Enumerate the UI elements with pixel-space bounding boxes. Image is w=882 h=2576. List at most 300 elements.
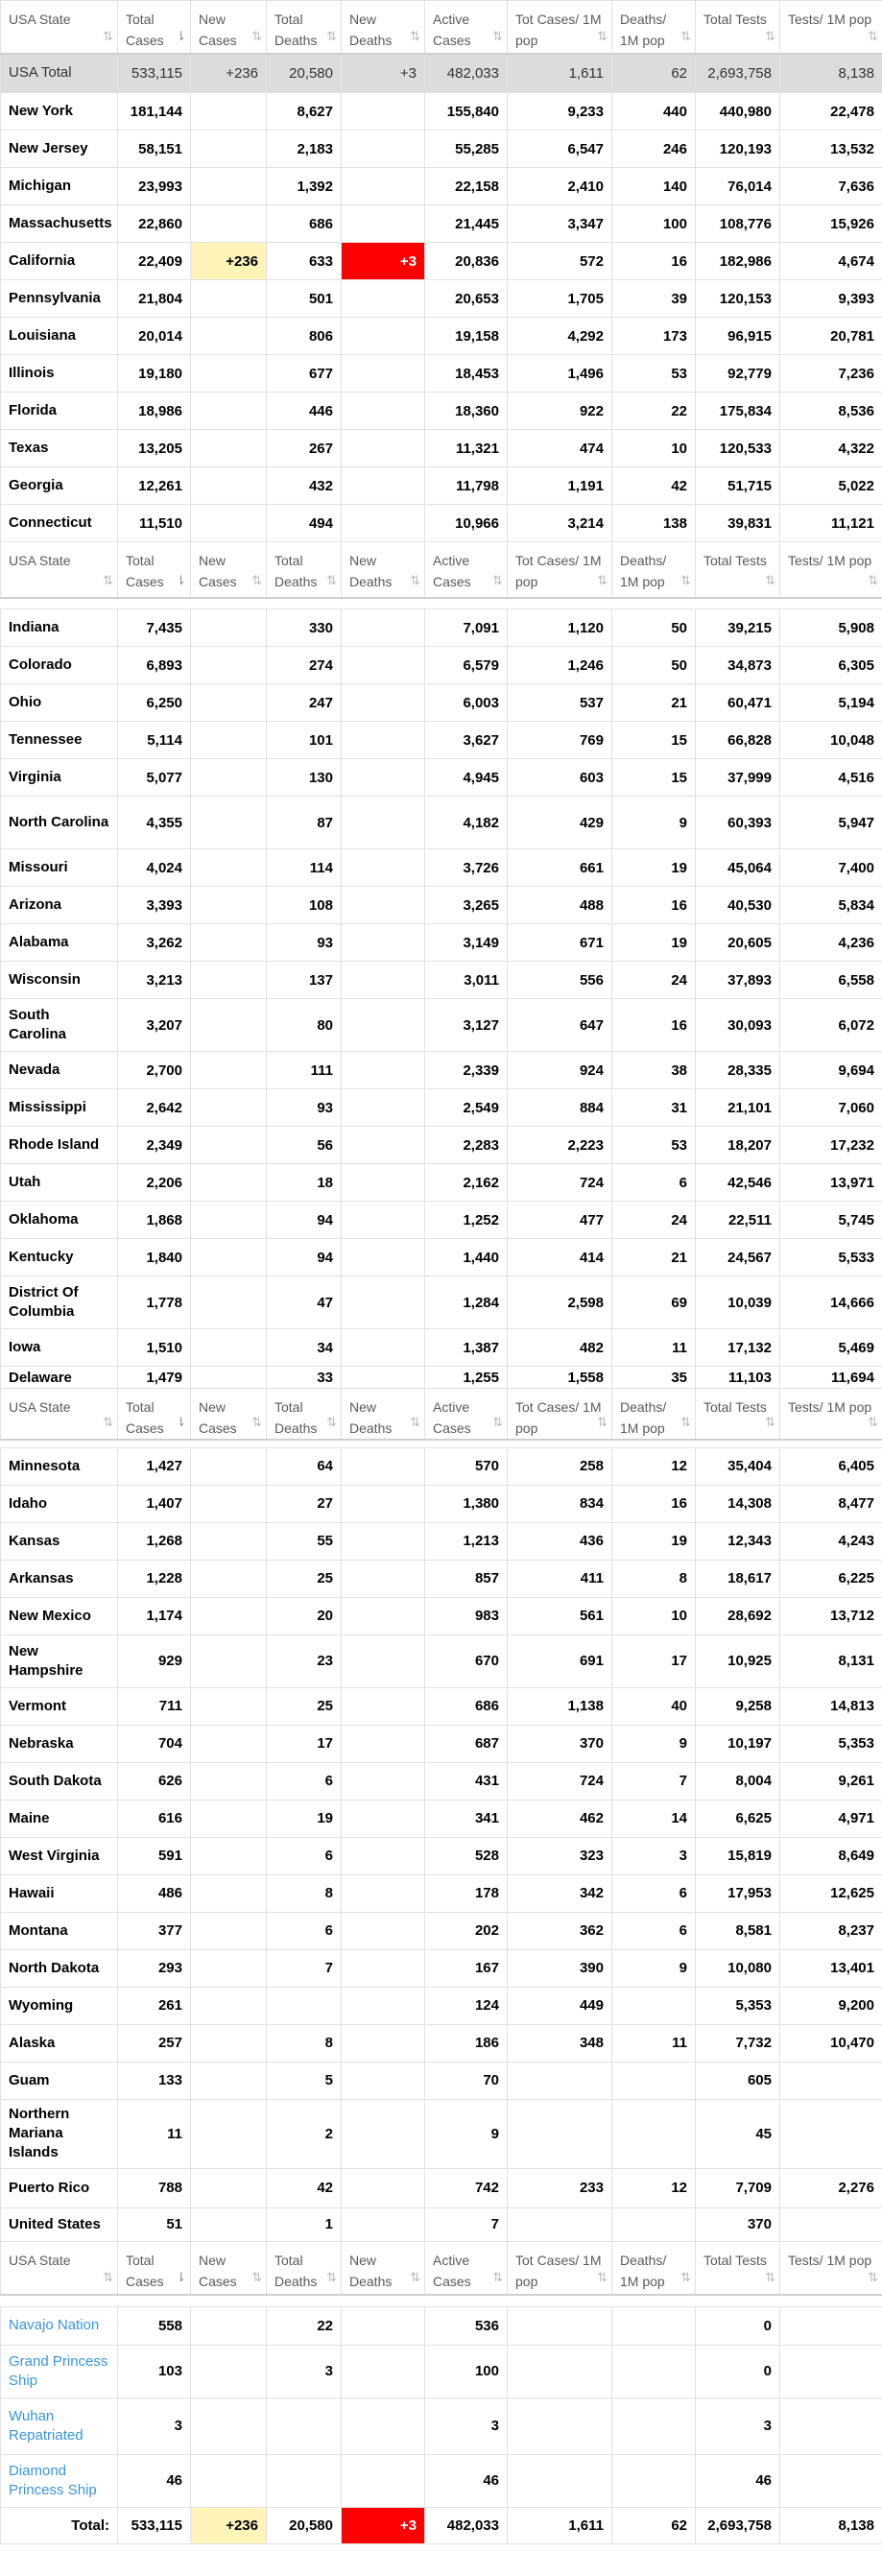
header-label: Deaths/ 1M pop [620,12,667,48]
sort-arrows-icon[interactable]: ⇅ [868,1415,876,1429]
header-label: Total Cases [126,12,164,48]
cell-state: Illinois [1,355,118,393]
cell-new-deaths [342,1762,425,1800]
state-row [1,280,882,318]
cell-deaths-1m: 6 [612,1912,696,1949]
cell-total-deaths: 2 [267,2099,342,2168]
header-total-deaths[interactable] [267,1,342,54]
cell-deaths-1m: 35 [612,1367,696,1389]
cell-new-deaths: +3 [342,2507,425,2543]
sort-arrows-icon[interactable]: ⇅ [765,572,774,587]
header-new-deaths[interactable] [342,1,425,54]
header-tests-1m[interactable] [780,2241,882,2295]
cell-deaths-1m: 31 [612,1089,696,1127]
cell-active-cases: 100 [425,2345,508,2397]
cell-total-deaths: 25 [267,1687,342,1725]
cell-deaths-1m: 100 [612,205,696,243]
cell-state: Arizona [1,887,118,924]
state-row [1,168,882,205]
header-state[interactable] [1,2241,118,2295]
cell-deaths-1m: 24 [612,1202,696,1239]
cell-total-tests: 14,308 [696,1485,780,1522]
cell-new-deaths [342,430,425,467]
cell-total-tests: 5,353 [696,1987,780,2024]
cell-state: Nebraska [1,1725,118,1762]
cell-total-tests: 12,343 [696,1522,780,1560]
cell-total-deaths: 20 [267,1597,342,1634]
cell-total-cases: 6,893 [118,647,191,684]
header-new-deaths[interactable] [342,1389,425,1441]
cell-state: Missouri [1,849,118,887]
cell-tests-1m: 8,237 [780,1912,882,1949]
sort-arrows-icon[interactable]: ⇂ [176,2270,184,2284]
cell-total-tests: 0 [696,2306,780,2345]
cell-state[interactable]: Grand Princess Ship [1,2345,118,2397]
header-active-cases[interactable] [425,1,508,54]
cell-active-cases: 482,033 [425,54,508,93]
cell-active-cases: 70 [425,2062,508,2099]
cell-active-cases: 4,945 [425,759,508,797]
sort-arrows-icon[interactable]: ⇅ [492,572,501,587]
gap-cell [1,2295,882,2306]
cell-active-cases: 3,726 [425,849,508,887]
cell-state[interactable]: Wuhan Repatriated [1,2397,118,2454]
cell-total-deaths: 20,580 [267,2507,342,2543]
cell-new-deaths [342,1089,425,1127]
cell-active-cases: 1,387 [425,1329,508,1367]
header-total-cases[interactable] [118,1,191,54]
header-tests-1m[interactable] [780,542,882,598]
cell-total-cases: 1,778 [118,1276,191,1329]
sort-arrows-icon[interactable]: ⇅ [868,28,876,43]
cell-active-cases: 482,033 [425,2507,508,2543]
cell-deaths-1m: 50 [612,609,696,647]
cell-tot-cases-1m: 1,558 [508,1367,612,1389]
cell-deaths-1m: 11 [612,2024,696,2062]
header-new-cases[interactable] [191,2241,267,2295]
cell-tests-1m: 8,138 [780,54,882,93]
cell-deaths-1m [612,2345,696,2397]
cell-active-cases: 3 [425,2397,508,2454]
cell-tot-cases-1m [508,2099,612,2168]
header-new-deaths[interactable] [342,542,425,598]
sort-arrows-icon[interactable]: ⇂ [176,1415,184,1429]
cell-tot-cases-1m: 1,138 [508,1687,612,1725]
cell-new-cases [191,280,267,318]
cell-deaths-1m: 10 [612,430,696,467]
cell-total-cases: 1,840 [118,1239,191,1276]
cell-new-cases [191,2062,267,2099]
sort-arrows-icon[interactable]: ⇅ [103,1415,111,1429]
cell-active-cases: 7,091 [425,609,508,647]
header-new-cases[interactable] [191,542,267,598]
cell-tot-cases-1m: 4,292 [508,318,612,355]
cell-active-cases: 431 [425,1762,508,1800]
state-row [1,1800,882,1837]
cell-state[interactable]: Navajo Nation [1,2306,118,2345]
sort-arrows-icon[interactable]: ⇅ [868,572,876,587]
sort-arrows-icon[interactable]: ⇅ [251,572,260,587]
cell-state: North Carolina [1,797,118,849]
header-total-tests[interactable] [696,2241,780,2295]
header-total-deaths[interactable] [267,2241,342,2295]
header-state[interactable] [1,1,118,54]
sort-arrows-icon[interactable]: ⇅ [492,1415,501,1429]
cell-total-cases: 22,860 [118,205,191,243]
cell-new-cases [191,1762,267,1800]
sort-arrows-icon[interactable]: ⇂ [176,572,184,587]
sort-arrows-icon[interactable]: ⇅ [251,1415,260,1429]
header-label: Total Deaths [274,12,318,48]
cell-tests-1m: 7,060 [780,1089,882,1127]
header-total-cases[interactable] [118,2241,191,2295]
header-tot-cases-1m[interactable] [508,542,612,598]
cell-tot-cases-1m: 647 [508,999,612,1052]
sort-arrows-icon[interactable]: ⇅ [597,2270,606,2284]
header-total-cases[interactable] [118,1389,191,1441]
cell-new-cases [191,1239,267,1276]
cell-deaths-1m [612,2099,696,2168]
header-label: New Cases [199,12,237,48]
section-gap [1,1440,882,1447]
cell-new-cases [191,1447,267,1485]
header-tot-cases-1m[interactable] [508,1389,612,1441]
cell-new-cases [191,2168,267,2207]
state-row [1,684,882,722]
cell-active-cases: 687 [425,1725,508,1762]
cell-total-cases: 558 [118,2306,191,2345]
header-label: Total Deaths [274,2252,318,2289]
header-total-deaths[interactable] [267,542,342,598]
header-new-deaths[interactable] [342,2241,425,2295]
cell-active-cases: 124 [425,1987,508,2024]
cell-new-deaths [342,647,425,684]
cell-state[interactable]: Diamond Princess Ship [1,2454,118,2507]
header-new-cases[interactable] [191,1,267,54]
state-row [1,243,882,280]
cell-new-cases [191,609,267,647]
header-label: Total Tests [703,1399,767,1415]
header-state[interactable] [1,542,118,598]
header-active-cases[interactable] [425,2241,508,2295]
cell-tests-1m: 8,477 [780,1485,882,1522]
state-row-cut [1,1367,882,1389]
state-row [1,849,882,887]
cell-state: Louisiana [1,318,118,355]
cell-tot-cases-1m: 477 [508,1202,612,1239]
sort-arrows-icon[interactable]: ⇅ [680,572,689,587]
sort-arrows-icon[interactable]: ⇅ [410,572,418,587]
sort-arrows-icon[interactable]: ⇅ [765,2270,774,2284]
sort-arrows-icon[interactable]: ⇂ [176,28,184,43]
cell-total-deaths: 3 [267,2345,342,2397]
header-total-cases[interactable] [118,542,191,598]
state-row [1,1687,882,1725]
cell-tests-1m [780,2099,882,2168]
state-row [1,1837,882,1874]
cell-new-cases [191,1164,267,1202]
cell-tests-1m: 4,674 [780,243,882,280]
cell-active-cases: 1,440 [425,1239,508,1276]
cell-new-deaths [342,205,425,243]
column-header-row [1,1389,882,1441]
cell-deaths-1m [612,2454,696,2507]
cell-deaths-1m [612,2397,696,2454]
cell-tot-cases-1m: 342 [508,1874,612,1912]
cell-state: Indiana [1,609,118,647]
cell-tot-cases-1m [508,2306,612,2345]
cell-state: California [1,243,118,280]
cell-state: New York [1,93,118,131]
cell-new-deaths [342,1276,425,1329]
cell-new-cases: +236 [191,243,267,280]
cell-total-tests: 8,581 [696,1912,780,1949]
cell-new-deaths [342,1912,425,1949]
cell-total-tests: 34,873 [696,647,780,684]
cell-total-cases: 788 [118,2168,191,2207]
cell-deaths-1m: 16 [612,1485,696,1522]
header-total-tests[interactable] [696,1389,780,1441]
cell-new-deaths [342,1800,425,1837]
cell-active-cases: 46 [425,2454,508,2507]
cell-tot-cases-1m [508,2454,612,2507]
cell-deaths-1m: 16 [612,243,696,280]
cell-total-deaths: 23 [267,1634,342,1687]
sort-arrows-icon[interactable]: ⇅ [410,2270,418,2284]
header-deaths-1m[interactable] [612,1,696,54]
state-row [1,2345,882,2397]
cell-total-tests: 605 [696,2062,780,2099]
cell-total-cases: 58,151 [118,131,191,168]
sort-arrows-icon[interactable]: ⇅ [326,572,335,587]
cell-total-cases: 2,349 [118,1127,191,1164]
cell-active-cases: 3,011 [425,962,508,999]
cell-total-deaths: 42 [267,2168,342,2207]
cell-new-deaths [342,2168,425,2207]
state-row [1,1164,882,1202]
cell-active-cases: 1,252 [425,1202,508,1239]
cell-total-tests: 10,197 [696,1725,780,1762]
cell-state: Kansas [1,1522,118,1560]
cell-total-tests: 96,915 [696,318,780,355]
cell-total-tests: 39,215 [696,609,780,647]
cell-total-deaths: 247 [267,684,342,722]
cell-new-deaths [342,467,425,505]
cell-tot-cases-1m: 603 [508,759,612,797]
cell-total-tests: 10,925 [696,1634,780,1687]
cell-state: West Virginia [1,1837,118,1874]
cell-state: Delaware [1,1367,118,1389]
cell-new-cases [191,318,267,355]
cell-tests-1m: 4,516 [780,759,882,797]
cell-deaths-1m: 24 [612,962,696,999]
cell-total-tests: 46 [696,2454,780,2507]
cell-tot-cases-1m: 9,233 [508,93,612,131]
cell-total-tests: 10,080 [696,1949,780,1987]
cell-total-tests: 20,605 [696,924,780,962]
sort-arrows-icon[interactable]: ⇅ [103,572,111,587]
header-new-cases[interactable] [191,1389,267,1441]
header-tests-1m[interactable] [780,1389,882,1441]
header-state[interactable] [1,1389,118,1441]
sort-arrows-icon[interactable]: ⇅ [765,1415,774,1429]
state-row [1,1725,882,1762]
sort-arrows-icon[interactable]: ⇅ [326,28,335,43]
cell-total-cases: 11,510 [118,505,191,542]
sort-arrows-icon[interactable]: ⇅ [680,28,689,43]
cell-tests-1m: 7,236 [780,355,882,393]
header-label: Deaths/ 1M pop [620,2252,667,2289]
cell-total-deaths: 18 [267,1164,342,1202]
header-label: Tests/ 1M pop [788,553,872,568]
header-tot-cases-1m[interactable] [508,2241,612,2295]
cell-total-tests: 7,709 [696,2168,780,2207]
sort-arrows-icon[interactable]: ⇅ [765,28,774,43]
cell-new-deaths [342,1560,425,1597]
cell-total-deaths: 633 [267,243,342,280]
cell-total-deaths: 267 [267,430,342,467]
header-active-cases[interactable] [425,542,508,598]
sort-arrows-icon[interactable]: ⇅ [492,2270,501,2284]
cell-tot-cases-1m [508,2062,612,2099]
cell-total-cases: 261 [118,1987,191,2024]
cell-new-deaths [342,1949,425,1987]
cell-active-cases: 4,182 [425,797,508,849]
cell-deaths-1m: 12 [612,2168,696,2207]
sort-arrows-icon[interactable]: ⇅ [326,1415,335,1429]
state-row [1,1485,882,1522]
state-row [1,999,882,1052]
cell-new-deaths [342,2306,425,2345]
cell-active-cases: 186 [425,2024,508,2062]
cell-active-cases: 1,380 [425,1485,508,1522]
cell-deaths-1m: 14 [612,1800,696,1837]
cell-tot-cases-1m: 482 [508,1329,612,1367]
cell-tests-1m: 14,813 [780,1687,882,1725]
cell-state: Pennsylvania [1,280,118,318]
cell-new-deaths [342,1164,425,1202]
cell-total-deaths: 80 [267,999,342,1052]
state-row [1,1762,882,1800]
cell-active-cases: 1,255 [425,1367,508,1389]
header-label: Tot Cases/ 1M pop [515,1399,602,1436]
cell-state: Texas [1,430,118,467]
cell-deaths-1m: 15 [612,722,696,759]
cell-total-cases: 1,479 [118,1367,191,1389]
header-total-tests[interactable] [696,542,780,598]
cell-total-cases: 533,115 [118,2507,191,2543]
cell-tests-1m: 13,712 [780,1597,882,1634]
state-row [1,318,882,355]
header-tests-1m[interactable] [780,1,882,54]
state-row [1,1987,882,2024]
cell-tot-cases-1m: 1,611 [508,54,612,93]
cell-total-tests: 45 [696,2099,780,2168]
sort-arrows-icon[interactable]: ⇅ [251,28,260,43]
cell-total-deaths: 2,183 [267,131,342,168]
sort-arrows-icon[interactable]: ⇅ [680,2270,689,2284]
header-label: Deaths/ 1M pop [620,553,667,589]
header-deaths-1m[interactable] [612,542,696,598]
cell-tot-cases-1m: 924 [508,1052,612,1089]
cell-total-tests: 10,039 [696,1276,780,1329]
cell-new-deaths [342,168,425,205]
cell-state: Montana [1,1912,118,1949]
cell-new-deaths [342,505,425,542]
sort-arrows-icon[interactable]: ⇅ [103,28,111,43]
cell-tot-cases-1m: 834 [508,1485,612,1522]
cell-total-cases: 133 [118,2062,191,2099]
cell-tests-1m: 6,558 [780,962,882,999]
cell-total-cases: 4,355 [118,797,191,849]
cell-new-cases [191,1089,267,1127]
cell-total-tests: 18,207 [696,1127,780,1164]
cell-tot-cases-1m: 556 [508,962,612,999]
cell-total-cases: 4,024 [118,849,191,887]
sort-arrows-icon[interactable]: ⇅ [492,28,501,43]
header-total-tests[interactable] [696,1,780,54]
cell-total-cases: 533,115 [118,54,191,93]
sort-arrows-icon[interactable]: ⇅ [251,2270,260,2284]
cell-total-deaths: 87 [267,797,342,849]
cell-tests-1m: 12,625 [780,1874,882,1912]
cell-total-tests: 0 [696,2345,780,2397]
sort-arrows-icon[interactable]: ⇅ [597,1415,606,1429]
cell-total-cases: 257 [118,2024,191,2062]
cell-deaths-1m: 22 [612,393,696,430]
header-deaths-1m[interactable] [612,1389,696,1441]
header-label: Deaths/ 1M pop [620,1399,667,1436]
header-total-deaths[interactable] [267,1389,342,1441]
cell-total-cases: 704 [118,1725,191,1762]
cell-total-tests: 3 [696,2397,780,2454]
cell-total-deaths: 93 [267,1089,342,1127]
sort-arrows-icon[interactable]: ⇅ [326,2270,335,2284]
cell-new-cases [191,999,267,1052]
cell-state: Maine [1,1800,118,1837]
cell-new-deaths [342,2454,425,2507]
sort-arrows-icon[interactable]: ⇅ [103,2270,111,2284]
cell-active-cases: 2,162 [425,1164,508,1202]
sort-arrows-icon[interactable]: ⇅ [597,572,606,587]
cell-tot-cases-1m: 572 [508,243,612,280]
cell-tests-1m [780,2306,882,2345]
header-deaths-1m[interactable] [612,2241,696,2295]
sort-arrows-icon[interactable]: ⇅ [680,1415,689,1429]
sort-arrows-icon[interactable]: ⇅ [410,1415,418,1429]
sort-arrows-icon[interactable]: ⇅ [868,2270,876,2284]
sort-arrows-icon[interactable]: ⇅ [597,28,606,43]
cell-tot-cases-1m [508,2397,612,2454]
header-label: Tot Cases/ 1M pop [515,12,602,48]
header-label: USA State [9,2252,71,2268]
cell-new-cases: +236 [191,54,267,93]
header-active-cases[interactable] [425,1389,508,1441]
cell-active-cases: 1,284 [425,1276,508,1329]
cell-new-deaths [342,318,425,355]
cell-new-cases [191,1276,267,1329]
sort-arrows-icon[interactable]: ⇅ [410,28,418,43]
cell-total-cases: 21,804 [118,280,191,318]
cell-tot-cases-1m: 1,611 [508,2507,612,2543]
cell-total-tests: 66,828 [696,722,780,759]
cell-total-cases: 5,077 [118,759,191,797]
cell-deaths-1m: 62 [612,54,696,93]
cell-active-cases: 202 [425,1912,508,1949]
header-tot-cases-1m[interactable] [508,1,612,54]
cell-active-cases: 18,453 [425,355,508,393]
cell-tot-cases-1m: 6,547 [508,131,612,168]
